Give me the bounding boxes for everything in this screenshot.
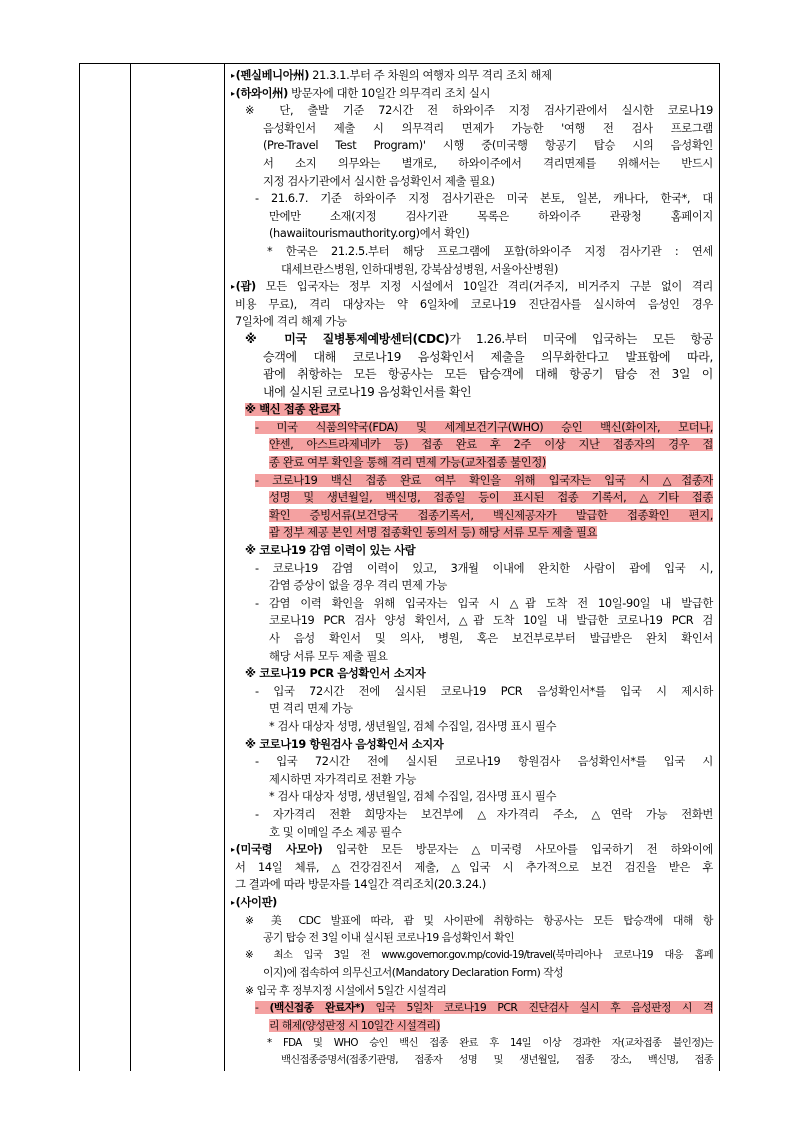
pcr-heading xyxy=(231,665,713,683)
antigen-line: * 검사 대상자 성명, 생년월일, 검체 수집일, 검사명 표시 필수 xyxy=(269,790,557,804)
saipan-star-line: * FDA 및 WHO 승인 백신 접종 완료 후 14일 이상 경과한 자(교차접종 불인정)는 xyxy=(267,1036,713,1049)
infection-heading-text: ※ 코로나19 감염 이력이 있는 사람 xyxy=(245,544,416,558)
pcr-line: 면 격리 면제 가능 xyxy=(269,702,353,716)
vaccine-line xyxy=(231,472,713,490)
column-divider-1 xyxy=(130,64,131,1071)
vaccine-heading-text: ※ 백신 접종 완료자 xyxy=(245,403,341,417)
saipan-line: ※ 최소 입국 3일 전 www.governor.gov.mp/covid-19/travel(북마리아나 코로나19 대응 홈페 xyxy=(245,948,713,961)
antigen-line: - 입국 72시간 전에 실시된 코로나19 항원검사 음성확인서*를 입국 시 xyxy=(255,755,713,769)
saipan-label: (사이판) xyxy=(235,895,277,909)
antigen-heading xyxy=(231,736,713,754)
pcr-line: - 입국 72시간 전에 실시된 코로나19 PCR 음성확인서*를 입국 시 제시하 xyxy=(255,684,713,698)
pennsylvania-item xyxy=(231,67,713,85)
vaccine-line-text: - 코로나19 백신 접종 완료 여부 확인을 위해 입국자는 입국 시 △접종자 xyxy=(255,473,713,487)
guam-intro-line: 7일차에 격리 해제 가능 xyxy=(235,315,347,329)
saipan-vaccine-line xyxy=(231,1017,713,1035)
pennsylvania-label: (펜실베니아州) xyxy=(235,69,310,82)
samoa-line: 서 14일 체류, △건강검진서 제출, △입국 시 추가적으로 보건 검진을 받은 후 xyxy=(235,860,713,874)
hawaii-note-line: 서 소지 의무와는 별개로, 하와이주에서 격리면제를 위해서는 반드시 xyxy=(263,156,713,170)
hawaii-note-line: 지정 검사기관에서 실시한 음성확인서 제출 필요) xyxy=(263,174,495,188)
hawaii-dash-line: - 21.6.7. 기준 하와이주 지정 검사기관은 미국 본토, 일본, 캐나다, 한국*, 대 xyxy=(255,192,713,206)
guam-intro-line: 비용 무료), 격리 대상자는 약 6일차에 코로나19 진단검사를 실시하여 음성인 경우 xyxy=(235,297,713,311)
saipan-line: ※ 美 CDC 발표에 따라, 괌 및 사이판에 취항하는 항공사는 모든 탑승객에 대해 항 xyxy=(245,913,713,927)
samoa-line: 입국한 모든 방문자는 △미국령 사모아를 입국하기 전 하와이에 xyxy=(322,843,713,857)
guam-item xyxy=(231,278,713,296)
vaccine-line xyxy=(231,507,713,525)
infection-line: 감염 증상이 없을 경우 격리 면제 가능 xyxy=(269,579,447,593)
hawaii-dash-line: 만에만 소재(지정 검사기관 목록은 하와이주 관광청 홈페이지 xyxy=(269,209,713,223)
guam-cdc-line xyxy=(231,331,713,349)
hawaii-note-line: ※ 단, 출발 기준 72시간 전 하와이주 지정 검사기관에서 실시한 코로나19 xyxy=(245,104,713,118)
vaccine-line xyxy=(231,489,713,507)
saipan-line: 이지)에 접속하여 의무신고서(Mandatory Declaration Form) 작성 xyxy=(263,966,564,980)
infection-line: 코로나19 PCR 검사 양성 확인서, △괌 도착 10일 내 발급한 코로나19 PCR 검 xyxy=(269,614,713,628)
saipan-star-line: 백신접종증명서(접종기관명, 접종자 성명 및 생년월일, 접종 장소, 백신명, 접종 xyxy=(281,1054,713,1067)
guam-cdc-line: 내에 실시된 코로나19 음성확인서를 확인 xyxy=(263,384,472,399)
vaccine-line-text: 종 완료 여부 확인을 통해 격리 면제 가능(교차접종 불인정) xyxy=(269,456,546,470)
pcr-line: * 검사 대상자 성명, 생년월일, 검체 수집일, 검사명 표시 필수 xyxy=(269,719,557,733)
antigen-line: 제시하면 자가격리로 전환 가능 xyxy=(269,772,417,786)
saipan-vaccine-text: 입국 5일차 코로나19 PCR 진단검사 실시 후 음성판정 시 격 xyxy=(364,1001,713,1015)
infection-heading xyxy=(231,542,713,560)
triangle-bullet-icon: ▸ xyxy=(231,71,235,80)
guam-cdc-line: 괌에 취항하는 모든 항공사는 모든 탑승객에 대해 항공기 탑승 전 3일 이 xyxy=(263,367,713,382)
hawaii-text: 방문자에 대한 10일간 의무격리 조치 실시 xyxy=(287,86,491,100)
vaccine-heading xyxy=(231,401,713,419)
vaccine-line-text: 괌 정부 제공 본인 서명 접종확인 동의서 등) 해당 서류 모두 제출 필요 xyxy=(269,526,598,540)
hawaii-note-line: 음성확인서 제출 시 의무격리 면제가 가능한 '여행 전 검사 프로그램 xyxy=(263,121,713,135)
infection-line: - 감염 이력 확인을 위해 입국자는 입국 시 △괌 도착 전 10일-90일 내 발급한 xyxy=(255,596,713,610)
guam-intro-line: 모든 입국자는 정부 지정 시설에서 10일간 격리(거주지, 비거주지 구분 없이 격리 xyxy=(255,280,713,294)
saipan-line: 공기 탑승 전 3일 이내 실시된 코로나19 음성확인서 확인 xyxy=(263,931,515,945)
infection-line: 해당 서류 모두 제출 필요 xyxy=(269,649,388,663)
triangle-bullet-icon: ▸ xyxy=(231,897,235,907)
vaccine-line xyxy=(231,436,713,454)
hawaii-star-line: 대세브란스병원, 인하대병원, 강북삼성병원, 서울아산병원) xyxy=(281,262,559,276)
infection-line: 사 음성 확인서 및 의사, 병원, 혹은 보건부로부터 발급받은 완치 확인서 xyxy=(269,632,713,645)
hawaii-label: (하와이州) xyxy=(235,86,288,100)
hawaii-star-line: * 한국은 21.2.5.부터 해당 프로그램에 포함(하와이주 지정 검사기관 : 연세 xyxy=(267,244,713,258)
saipan-vaccine-label: (백신접종 완료자*) xyxy=(269,1001,365,1015)
guam-label: (괌) xyxy=(235,280,256,294)
vaccine-line xyxy=(231,454,713,472)
saipan-line: ※ 입국 후 정부지정 시설에서 5일간 시설격리 xyxy=(245,983,447,997)
table-cell-content xyxy=(231,67,713,1070)
vaccine-line xyxy=(231,524,713,542)
vaccine-line-text: 얀센, 아스트라제네카 등) 접종 완료 후 2주 이상 지난 접종자의 경우 접 xyxy=(269,438,713,452)
hawaii-note-line: (Pre-Travel Test Program)' 시행 중(미국행 항공기 탑승 시의 음성확인 xyxy=(263,139,713,153)
vaccine-line xyxy=(231,419,713,437)
cdc-heading: ※ 미국 질병통제예방센터(CDC) xyxy=(245,331,450,346)
vaccine-line-text: 확인 증빙서류(보건당국 접종기록서, 백신제공자가 발급한 접종확인 편지, xyxy=(269,508,713,522)
samoa-item xyxy=(231,841,713,859)
saipan-item xyxy=(231,894,713,912)
pennsylvania-text: 21.3.1.부터 주 차원의 여행자 의무 격리 조치 해제 xyxy=(309,69,552,82)
hawaii-dash-line: (hawaiitourismauthority.org)에서 확인) xyxy=(269,227,470,241)
pcr-heading-text: ※ 코로나19 PCR 음성확인서 소지자 xyxy=(245,667,426,681)
vaccine-line-text: 성명 및 생년월일, 백신명, 접종일 등이 표시된 접종 기록서, △기타 접종 xyxy=(269,491,713,505)
triangle-bullet-icon: ▸ xyxy=(231,845,235,855)
saipan-vaccine-line xyxy=(231,999,713,1017)
antigen-line: - 자가격리 전환 희망자는 보건부에 △자가격리 주소, △연락 가능 전화번 xyxy=(255,807,713,821)
infection-line: - 코로나19 감염 이력이 있고, 3개월 이내에 완치한 사람이 괌에 입국 시, xyxy=(255,561,713,575)
guam-cdc-line: 승객에 대해 코로나19 음성확인서 제출을 의무화한다고 발표함에 따라, xyxy=(263,349,713,364)
samoa-label: (미국령 사모아) xyxy=(235,843,323,857)
vaccine-line-text: - 미국 식품의약국(FDA) 및 세계보건기구(WHO) 승인 백신(화이자, 모더나, xyxy=(255,420,713,434)
saipan-vaccine-text: 리 해제(양성판정 시 10일간 시설격리) xyxy=(269,1019,440,1033)
cdc-text: 가 1.26.부터 미국에 입국하는 모든 항공 xyxy=(449,331,714,346)
triangle-bullet-icon: ▸ xyxy=(231,88,235,98)
triangle-bullet-icon: ▸ xyxy=(231,282,235,292)
antigen-line: 호 및 이메일 주소 제공 필수 xyxy=(269,825,402,839)
antigen-heading-text: ※ 코로나19 항원검사 음성확인서 소지자 xyxy=(245,737,444,751)
samoa-line: 그 결과에 따라 방문자를 14일간 격리조치(20.3.24.) xyxy=(235,878,486,892)
dash-text: - xyxy=(255,1001,270,1015)
column-divider-2 xyxy=(224,64,225,1071)
hawaii-item xyxy=(231,85,713,103)
